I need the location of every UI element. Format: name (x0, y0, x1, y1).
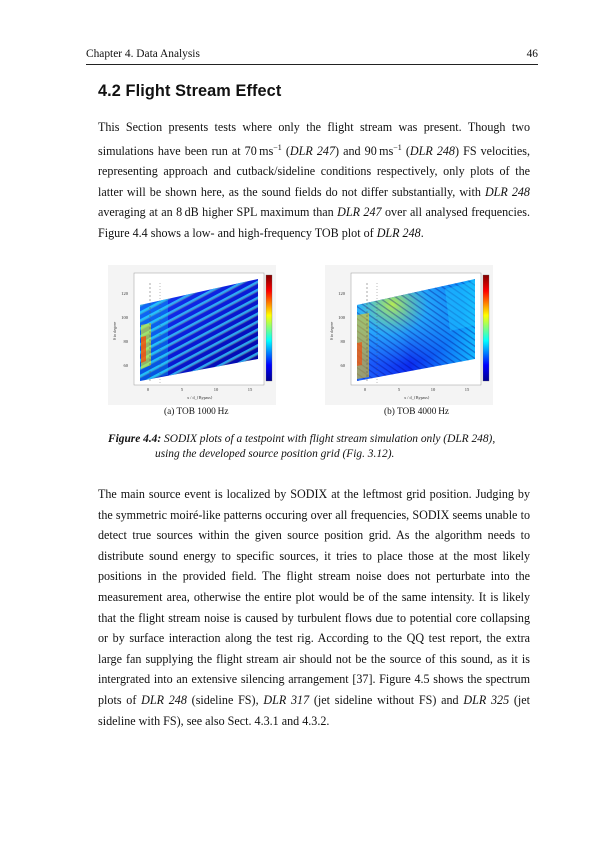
plot-b-xlabel: x / d_{Bypass} (404, 395, 430, 400)
plot-a-xlabel: x / d_{Bypass} (187, 395, 213, 400)
header-rule (86, 64, 538, 65)
page-number: 46 (526, 48, 538, 60)
subcaption-a: (a) TOB 1000 Hz (164, 407, 229, 417)
plot-a-colorbar (266, 275, 272, 381)
plot-a-ylabel: θ in degree (112, 321, 117, 341)
plot-a-ytick: 60 (123, 363, 128, 368)
plot-a-xtick: 10 (213, 387, 219, 392)
plot-a-ytick: 100 (121, 315, 128, 320)
plot-b-xtick: 0 (363, 387, 367, 392)
subcaption-b: (b) TOB 4000 Hz (384, 407, 450, 417)
plot-b-xtick: 15 (464, 387, 470, 392)
plot-a-xtick: 0 (146, 387, 150, 392)
plot-a-ytick: 120 (121, 291, 128, 296)
section-heading: 4.2 Flight Stream Effect (98, 82, 282, 100)
paragraph-discussion: The main source event is localized by SODIX at the leftmost grid position. Judging by the symmetric moiré-like patterns occuring over all frequencies, SODIX seems unable to detect true sources within the given source position grid. As the algorithm needs to distribute sound energy to specific sources, it tries to place those at the most likely positions in the provided field. The flight stream noise does not perturbate into the measurement area, otherwise the entire plot would be of the same intensity. It is likely that the flight stream noise is caused by turbulent flows due to potential core collapsing or by surface interaction along the test rig. According to the QQ test report, the extra large fan supplying the flight stream air should not be the source of this sound, as it is intergrated into an extensive silencing arrangement [37]. Figure 4.5 shows the spectrum plots of DLR 248 (sideline FS), DLR 317 (jet sideline without FS) and DLR 325 (jet sideline with FS), see also Sect. 4.3.1 and 4.3.2. (98, 487, 531, 728)
plot-b-colorbar (483, 275, 489, 381)
plot-b-xtick: 10 (430, 387, 436, 392)
plot-a-xtick: 15 (247, 387, 253, 392)
tob-1000hz-plot (108, 265, 276, 405)
plot-a-ytick: 80 (123, 339, 128, 344)
figure-label: Figure 4.4: (108, 433, 162, 445)
paragraph-intro: This Section presents tests where only the flight stream was present. Though two simulations have been run at 70 $ms^{-1}$ (DLR 247) and 90 $ms^{-1}$ (DLR 248) FS velocities, representing approach and cutback/sideline conditions respectively, only plots of the latter will be shown here, as the sound fields do not differ substantially, with DLR 248 averaging at an 8 dB higher SPL maximum than DLR 247 over all analysed frequencies. Figure 4.4 shows a low- and high-frequency TOB plot of DLR 248. (98, 120, 530, 240)
plot-a-xtick: 5 (180, 387, 184, 392)
plot-b-ytick: 60 (340, 363, 345, 368)
plot-b-ytick: 80 (340, 339, 345, 344)
plot-b-ylabel: θ in degree (329, 321, 334, 341)
plot-b-ytick: 120 (338, 291, 345, 296)
plot-b-xtick: 5 (397, 387, 401, 392)
running-header (86, 48, 538, 64)
plot-b-ytick: 100 (338, 315, 345, 320)
figure-caption: Figure 4.4: SODIX plots of a testpoint with flight stream simulation only (DLR 248), using the developed source position grid (Fig. 3.12). (108, 433, 496, 460)
chapter-title: Chapter 4. Data Analysis (86, 48, 200, 60)
tob-4000hz-plot (325, 265, 493, 405)
